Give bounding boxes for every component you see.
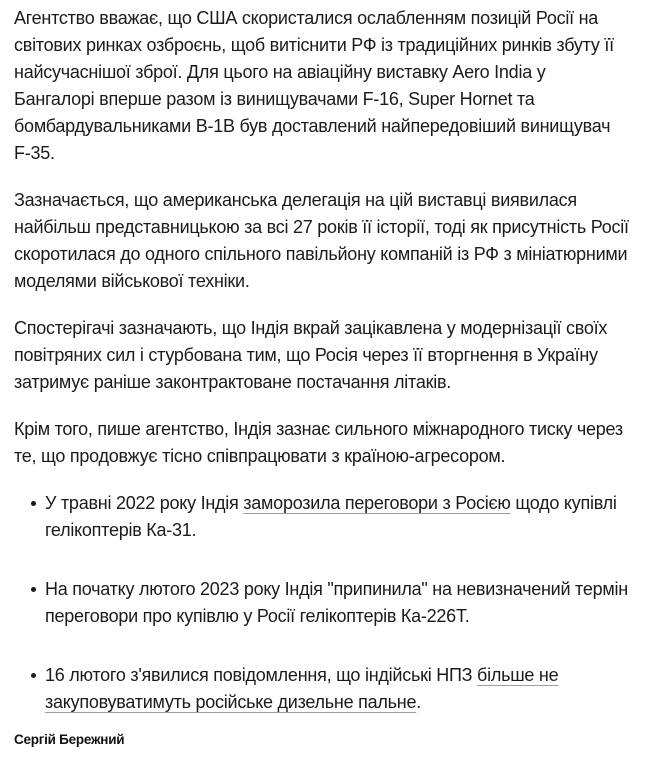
list-item <box>14 662 629 716</box>
paragraph-1: Агентство вважає, що США скористалися ослабленням позицій Росії на світових ринках озброєнь, щоб витіснити РФ із традиційних ринків збуту її найсучаснішої зброї. Для цього на авіаційну виставку Aero India у Бангалорі вперше разом із винищувачами F-16, Super Hornet та бомбардувальниками B-1B був доставлений найпередовіший винищувач F-35. <box>14 8 614 163</box>
list-item-text: щодо купівлі гелікоптерів Ка-31. <box>45 493 617 540</box>
inline-link[interactable]: заморозила переговори з Росією <box>243 493 511 513</box>
bullet-icon <box>31 587 36 592</box>
paragraph-4: Крім того, пише агентство, Індія зазнає сильного міжнародного тиску через те, що продовжує тісно співпрацювати з країною-агресором. <box>14 419 623 466</box>
list-item-text: У травні 2022 року Індія <box>45 493 244 513</box>
list-item <box>14 576 629 630</box>
author-byline: Сергій Бережний <box>14 732 125 747</box>
list-item-text: На початку лютого 2023 року Індія "припинила" на невизначений термін переговори про купівлю у Росії гелікоптерів Ка-226Т. <box>45 579 628 626</box>
paragraph-2: Зазначається, що американська делегація на цій виставці виявилася найбільш представницькою за всі 27 років її історії, тоді як присутність Росії скоротилася до одного спільного павільйону компаній із РФ з мініатюрними моделями військової техніки. <box>14 190 629 291</box>
list-item-text: 16 лютого з'явилися повідомлення, що індійські НПЗ <box>45 665 478 685</box>
list-item-text: . <box>416 692 421 712</box>
bullet-icon <box>31 673 36 678</box>
bullet-list <box>14 490 629 716</box>
paragraph-3: Спостерігачі зазначають, що Індія вкрай зацікавлена у модернізації своїх повітряних сил і стурбована тим, що Росія через її вторгнення в Україну затримує раніше законтрактоване постачання літаків. <box>14 318 608 392</box>
bullet-icon <box>31 501 36 506</box>
inline-link[interactable]: більше не закуповуватимуть російське дизельне пальне <box>45 665 559 712</box>
list-item <box>14 490 629 544</box>
